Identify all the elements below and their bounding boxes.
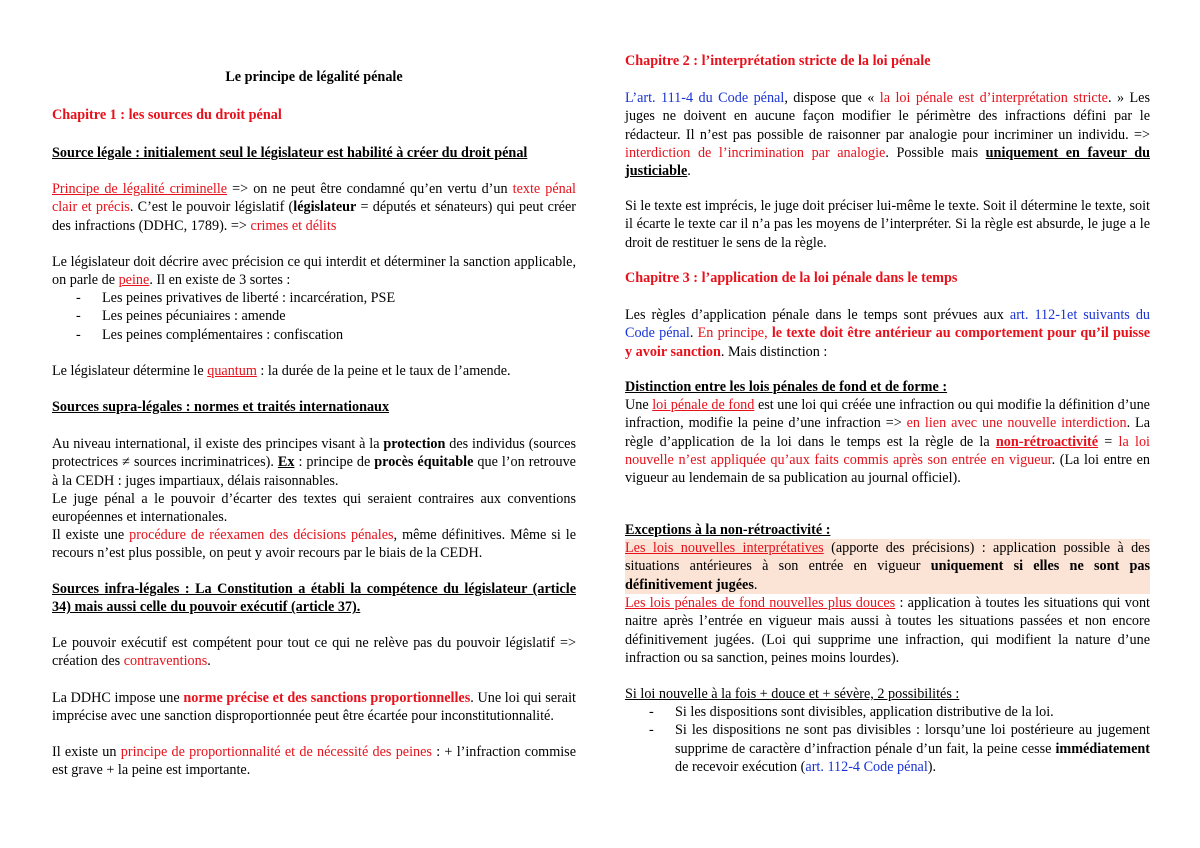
paragraph-proportionality: Il existe un principe de proportionnalité et de nécessité des peines : + l’infraction commise est grave + la peine est importante. bbox=[52, 744, 576, 779]
paragraph-ddhc: La DDHC impose une norme précise et des sanctions proportionnelles. Une loi qui serait imprécise avec une sanction disproportionnée peut être écartée pour inconstitutionnalité. bbox=[52, 690, 576, 725]
mixed-law-options-list bbox=[625, 703, 1150, 776]
term-peine: peine bbox=[118, 272, 150, 289]
page-title: Le principe de légalité pénale bbox=[225, 69, 403, 85]
section-legal-source-heading: Source légale : initialement seul le législateur est habilité à créer du droit pénal bbox=[52, 145, 528, 161]
paragraph-application-time: Les règles d’application pénale dans le temps sont prévues aux art. 112-1et suivants du Code pénal. En principe, le texte doit être antérieur au comportement pour qu’il puisse y avoir sanction. Mais distinction : bbox=[625, 307, 1151, 360]
reference-art-112-1: art. 112-1et suivants du Code pénal bbox=[625, 307, 1151, 342]
term-loi-penale-de-fond: loi pénale de fond bbox=[652, 397, 755, 413]
reference-art-111-4: L’art. 111-4 du Code pénal bbox=[625, 90, 785, 106]
section-mixed-law-heading: Si loi nouvelle à la fois + douce et + sévère, 2 possibilités : bbox=[625, 686, 960, 702]
section-fond-forme-heading: Distinction entre les lois pénales de fond et de forme : bbox=[625, 379, 948, 395]
paragraph-interpretative-laws: Les lois nouvelles interprétatives (apporte des précisions) : application possible à des situations antérieures à son entrée en vigueur uniquement si elles ne sont pas définitivement jugées. bbox=[625, 540, 1150, 593]
section-infra-legal-heading: Sources infra-légales : La Constitution a établi la compétence du législateur (article 34) mais aussi celle du pouvoir exécutif (article 37). bbox=[52, 581, 576, 616]
paragraph-quantum: Le législateur détermine le quantum : la durée de la peine et le taux de l’amende. bbox=[52, 363, 511, 379]
chapter-1-heading: Chapitre 1 : les sources du droit pénal bbox=[52, 107, 282, 123]
list-item: - Les peines complémentaires : confiscation bbox=[52, 326, 576, 344]
section-supra-legal-heading: Sources supra-légales : normes et traités internationaux bbox=[52, 399, 390, 415]
list-item: - Si les dispositions sont divisibles, application distributive de la loi. bbox=[625, 703, 1150, 721]
penalty-types-list bbox=[52, 289, 576, 344]
paragraph-reexamination: Il existe une procédure de réexamen des décisions pénales, même définitives. Même si le recours n’est plus possible, on peut y avoir recours par le biais de la CEDH. bbox=[52, 527, 577, 562]
term-principe-legalite: Principe de légalité criminelle bbox=[52, 181, 228, 197]
paragraph-executive-power: Le pouvoir exécutif est compétent pour tout ce qui ne relève pas du pouvoir législatif => création des contraventions. bbox=[52, 635, 576, 670]
list-item: - Les peines pécuniaires : amende bbox=[52, 307, 576, 325]
paragraph-softer-laws: Les lois pénales de fond nouvelles plus douces : application à toutes les situations qui vont naitre après l’entrée en vigueur mais aussi à toutes les situations passées et non encore définitivement jugées. (Loi qui supprime une infraction, qui modifient la nature d’une infraction ou sa sanction, peines moins lourdes). bbox=[625, 595, 1150, 666]
chapter-2-heading: Chapitre 2 : l’interprétation stricte de la loi pénale bbox=[625, 53, 931, 69]
term-non-retroactivite: non-rétroactivité bbox=[995, 433, 1099, 450]
term-lois-interpretatives: Les lois nouvelles interprétatives bbox=[625, 540, 824, 556]
paragraph-imprecise-text: Si le texte est imprécis, le juge doit préciser lui-même le texte. Soit il détermine le texte, soit il écarte le texte car il n’a pas les moyens de l’interpréter. Si la règle est absurde, le juge a le droit de restituer le sens de la règle. bbox=[625, 198, 1150, 251]
paragraph-international: Au niveau international, il existe des principes visant à la protection des individus (sources protectrices ≠ sources incriminatrices). Ex : principe de procès équitable que l’on retrouve à la CEDH : juges impartiaux, délais raisonnables. bbox=[52, 436, 576, 489]
reference-art-112-4: art. 112-4 Code pénal bbox=[805, 758, 928, 775]
paragraph-loi-de-fond: Une loi pénale de fond est une loi qui créée une infraction ou qui modifie la définition d’une infraction, modifie la peine d’une infraction => en lien avec une nouvelle interdiction. La règle d’application de la loi dans le temps est la règle de la non-rétroactivité = la loi nouvelle n’est appliquée qu’aux faits commis après son entrée en vigueur. (La loi entre en vigueur au lendemain de sa publication au journal officiel). bbox=[625, 397, 1150, 487]
paragraph-legality-principle: Principe de légalité criminelle => on ne peut être condamné qu’en vertu d’un texte pénal clair et précis. C’est le pouvoir législatif (législateur = députés et sénateurs) qui peut créer des infractions (DDHC, 1789). => crimes et délits bbox=[52, 181, 577, 234]
list-item: - Si les dispositions ne sont pas divisibles : lorsqu’une loi postérieure au jugement supprime de caractère d’infraction pénale d’un fait, la peine cesse immédiatement de recevoir exécution (art. 112-4 Code pénal). bbox=[625, 721, 1150, 776]
term-lois-plus-douces: Les lois pénales de fond nouvelles plus douces bbox=[625, 595, 896, 611]
term-quantum: quantum bbox=[207, 363, 257, 379]
list-item: - Les peines privatives de liberté : incarcération, PSE bbox=[52, 289, 576, 307]
paragraph-judge-power: Le juge pénal a le pouvoir d’écarter des textes qui seraient contraires aux conventions européennes et internationales. bbox=[52, 491, 576, 526]
paragraph-sanctions: Le législateur doit décrire avec précision ce qui interdit et déterminer la sanction applicable, on parle de peine. Il en existe de 3 sortes : bbox=[52, 254, 576, 289]
section-exceptions-heading: Exceptions à la non-rétroactivité : bbox=[625, 522, 831, 538]
chapter-3-heading: Chapitre 3 : l’application de la loi pénale dans le temps bbox=[625, 270, 958, 286]
paragraph-strict-interpretation: L’art. 111-4 du Code pénal, dispose que « la loi pénale est d’interprétation stricte. » Les juges ne doivent en aucune façon modifier le périmètre des infractions défini par le rédacteur. Il n’est pas possible de raisonner par analogie pour incriminer un individu. => interdiction de l’incrimination par analogie. Possible mais uniquement en faveur du justiciable. bbox=[625, 90, 1150, 180]
